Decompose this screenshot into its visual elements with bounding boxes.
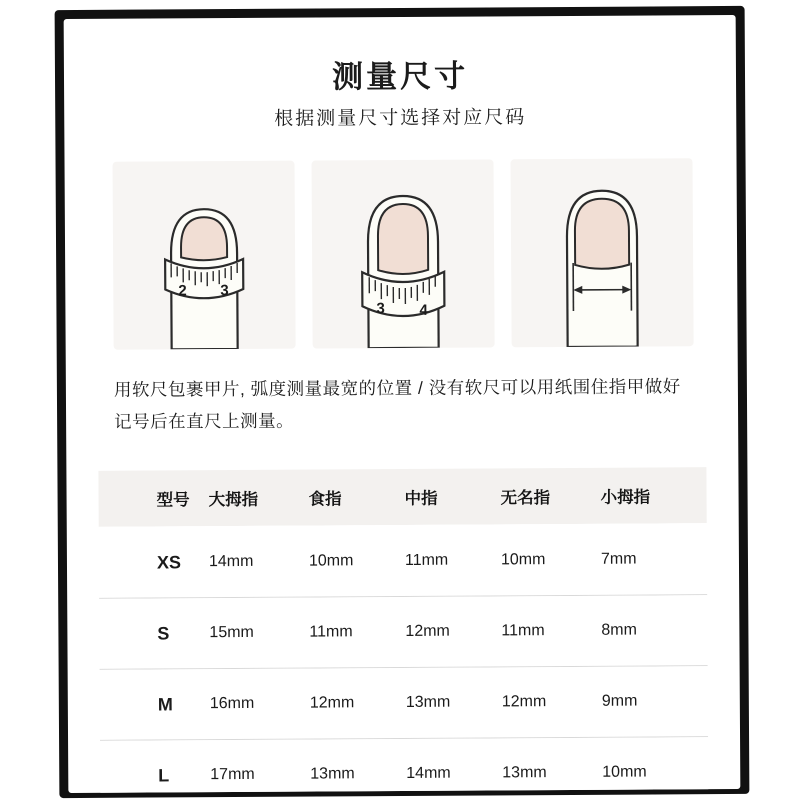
page-subtitle: 根据测量尺寸选择对应尺码 (274, 107, 527, 130)
column-header-size: 型号 (156, 491, 190, 510)
panel-finger-tape-1 (113, 161, 296, 350)
svg-text:3: 3 (220, 282, 229, 300)
column-header-index: 食指 (308, 490, 342, 509)
cell-index: 10mm (308, 552, 354, 570)
card-inner (64, 15, 741, 793)
column-header-thumb: 大拇指 (208, 490, 259, 510)
cell-size: S (157, 622, 170, 643)
svg-text:4: 4 (419, 301, 428, 319)
cell-thumb: 16mm (209, 694, 255, 713)
size-table (98, 467, 708, 793)
svg-text:3: 3 (376, 300, 385, 318)
cell-thumb: 15mm (209, 623, 254, 642)
cell-middle: 11mm (404, 551, 449, 569)
svg-text:2: 2 (178, 282, 187, 300)
cell-middle: 12mm (405, 622, 450, 640)
column-header-middle: 中指 (404, 489, 438, 508)
table-row (100, 666, 708, 741)
panel-finger-width (511, 158, 694, 347)
cell-middle: 13mm (405, 693, 451, 711)
table-header-row (98, 467, 706, 527)
page-title: 测量尺寸 (331, 58, 469, 95)
cell-ring: 11mm (501, 622, 545, 640)
cell-size: L (158, 764, 170, 785)
finger-tape-measure-icon-2 (312, 159, 495, 348)
column-header-pinky: 小拇指 (600, 488, 651, 507)
table-row (99, 595, 707, 670)
cell-ring: 12mm (501, 693, 547, 711)
finger-tape-measure-icon-1 (113, 161, 296, 350)
panel-finger-tape-2 (312, 159, 495, 348)
size-chart-card (64, 15, 741, 793)
cell-index: 12mm (309, 694, 355, 712)
illustration-panels (113, 158, 694, 350)
cell-pinky: 10mm (602, 763, 647, 781)
cell-pinky: 8mm (601, 621, 637, 639)
table-row (100, 737, 708, 793)
column-header-ring: 无名指 (500, 489, 551, 508)
cell-ring: 10mm (500, 551, 546, 569)
cell-size: XS (156, 551, 182, 572)
cell-index: 11mm (309, 623, 353, 641)
cell-index: 13mm (310, 765, 355, 783)
table-row (99, 523, 707, 599)
cell-pinky: 9mm (601, 692, 638, 710)
cell-middle: 14mm (406, 764, 451, 782)
cell-ring: 13mm (502, 764, 547, 782)
cell-pinky: 7mm (600, 550, 637, 568)
finger-width-arrow-icon (511, 158, 694, 347)
cell-size: M (157, 693, 173, 714)
measurement-instructions: 用软尺包裹甲片, 弧度测量最宽的位置 / 没有软尺可以用纸围住指甲做好记号后在直尺上测量。 (113, 376, 681, 432)
cell-thumb: 17mm (210, 765, 255, 784)
cell-thumb: 14mm (208, 552, 254, 571)
